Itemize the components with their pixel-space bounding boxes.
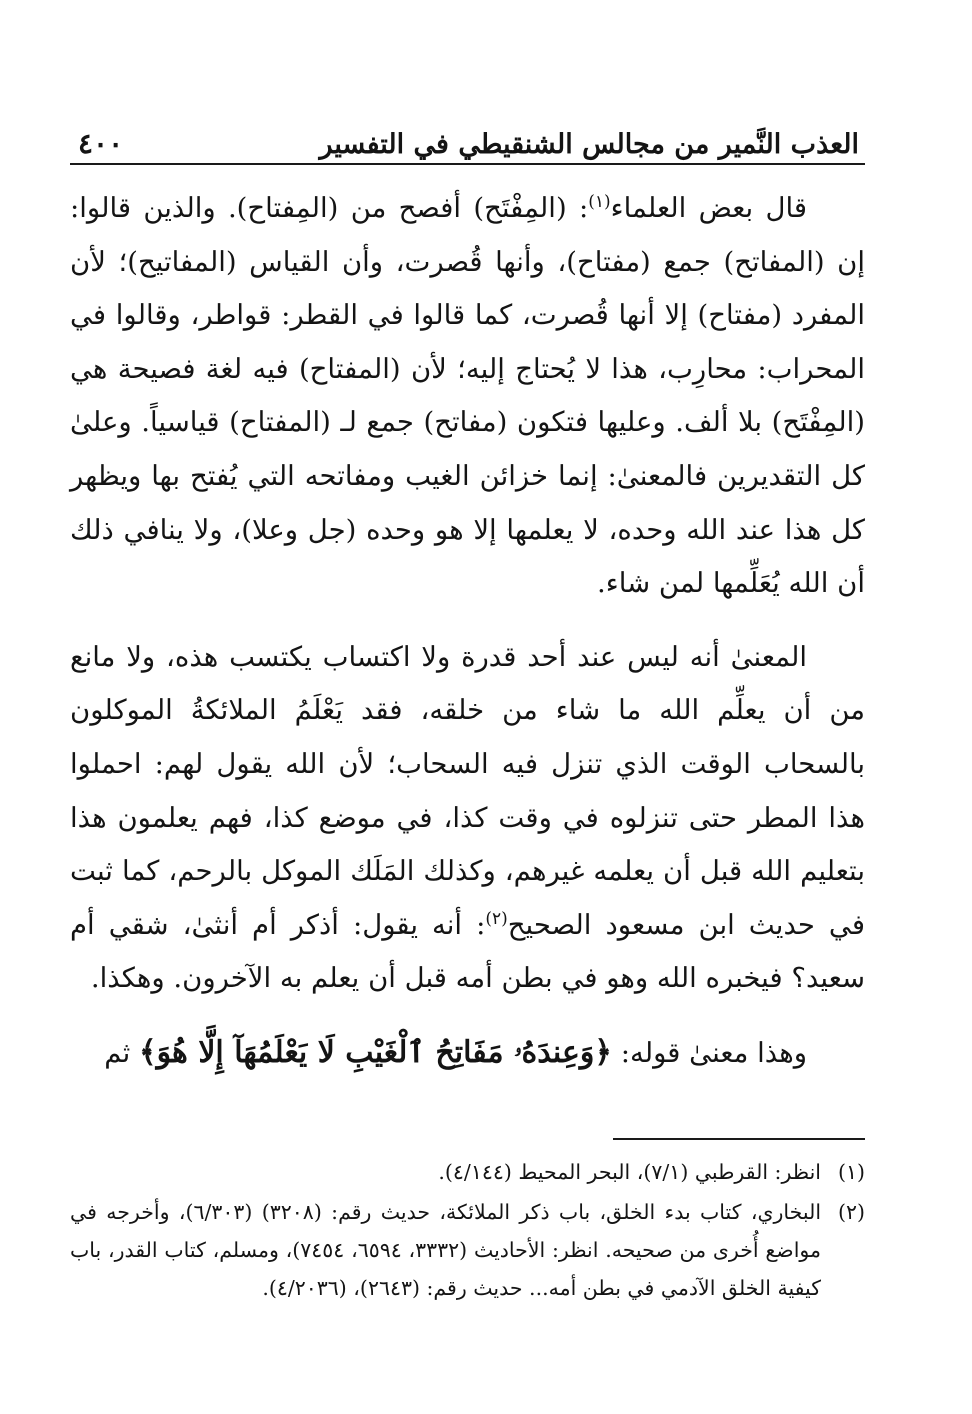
paragraph-2 (70, 631, 865, 1006)
paragraph-3-text-a: وهذا معنىٰ قوله: (611, 1036, 807, 1069)
footnote-1 (70, 1153, 865, 1191)
main-text (70, 182, 865, 1081)
footnote-number: (٢) (837, 1200, 865, 1224)
footnotes (70, 1153, 865, 1309)
footnote-divider (613, 1138, 865, 1140)
footnote-text: انظر: القرطبي (٧/١)، البحر المحيط (٤/١٤٤). (438, 1160, 821, 1184)
paragraph-3-text-b: ثم (104, 1036, 139, 1069)
paragraph-2-text-a: المعنىٰ أنه ليس عند أحد قدرة ولا اكتساب يكتسب هذه، ولا مانع من أن يعلِّم الله ما شاء من خلقه، فقد يَعْلَمُ الملائكةُ الموكلون بالسحاب الوقت الذي تنزل فيه السحاب؛ لأن الله يقول لهم: احملوا هذا المطر حتى تنزلوه في وقت كذا، في موضع كذا، فهم يعلمون هذا بتعليم الله قبل أن يعلمه غيرهم، وكذلك المَلَك الموكل بالرحم، كما ثبت في حديث ابن مسعود الصحيح (70, 640, 865, 941)
footnote-ref-1[interactable]: (١) (588, 191, 611, 212)
page-number: ٤٠٠ (78, 127, 124, 160)
quran-verse: ﴿وَعِندَهُۥ مَفَاتِحُ ٱلْغَيْبِ لَا يَعْلَمُهَآ إِلَّا هُوَ﴾ (138, 1034, 612, 1070)
footnote-number: (١) (837, 1160, 865, 1184)
paragraph-1-text-b: : (المِفْتَح) أفصح من (المِفتاح). والذين قالوا: إن (المفاتح) جمع (مفتاح)، وأنها قُصرت، وأن القياس (المفاتيح)؛ لأن المفرد (مفتاح) إلا أنها قُصرت، كما قالوا في القطر: قواطر، وقالوا في المحراب: محارِب، هذا لا يُحتاج إليه؛ لأن (المفتاح) فيه لغة فصيحة هي (المِفْتَح) بلا ألف. وعليها فتكون (مفاتح) جمع لـ (المفتاح) قياسياً. وعلىٰ كل التقديرين فالمعنىٰ: إنما خزائن الغيب ومفاتحه التي يُفتح بها ويظهر كل هذا عند الله وحده، لا يعلمها إلا هو وحده (جل وعلا)، ولا ينافي ذلك أن الله يُعَلِّمها لمن شاء. (70, 192, 865, 600)
running-header (70, 116, 865, 160)
paragraph-3 (70, 1026, 865, 1081)
book-page (70, 0, 865, 1414)
paragraph-1 (70, 182, 865, 611)
paragraph-2-text-b: : أنه يقول: أذكر أم أنثىٰ، شقي أم سعيد؟ فيخبره الله وهو في بطن أمه قبل أن يعلم به الآخرون. وهكذا. (70, 908, 865, 995)
footnote-2 (70, 1193, 865, 1307)
footnote-ref-2[interactable]: (٢) (485, 908, 508, 929)
header-divider (70, 163, 865, 165)
footnote-text: البخاري، كتاب بدء الخلق، باب ذكر الملائكة، حديث رقم: (٣٢٠٨) (٦/٣٠٣)، وأخرجه في مواضع أُخرى من صحيحه. انظر: الأحاديث (٣٣٣٢، ٦٥٩٤، ٧٤٥٤)، ومسلم، كتاب القدر، باب كيفية الخلق الآدمي في بطن أمه... حديث رقم: (٢٦٤٣)، (٤/٢٠٣٦). (70, 1200, 822, 1300)
paragraph-1-text-a: قال بعض العلماء (610, 192, 807, 224)
book-title: العذب النَّمير من مجالس الشنقيطي في التفسير (319, 129, 859, 160)
